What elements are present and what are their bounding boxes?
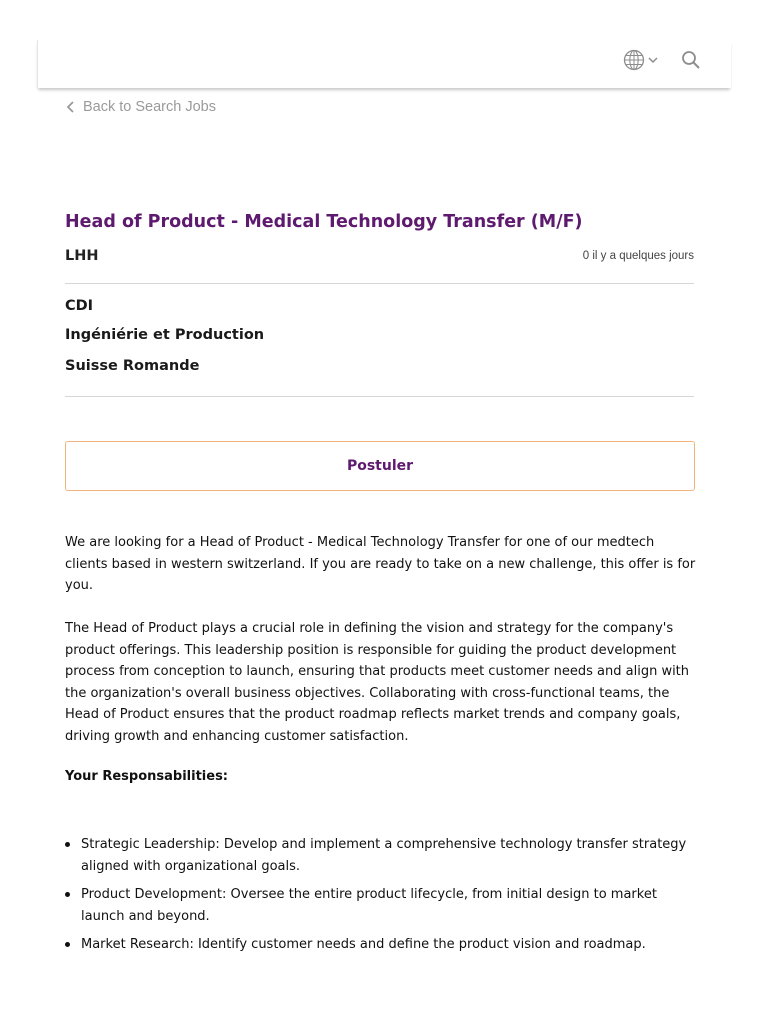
description-role: The Head of Product plays a crucial role in defining the vision and strategy for the company's product offerings. This leadership position is responsible for guiding the product development process from conception to launch, ensuring that products meet customer needs and align with the organization's overall business objectives. Collaborating with cross-functional teams, the Head of Product ensures that the product roadmap reflects market trends and company goals, driving growth and enhancing customer satisfaction. [65,621,690,744]
responsibilities-list [65,834,695,963]
chevron-down-icon [647,54,659,66]
chevron-left-icon [65,100,75,114]
globe-icon [623,49,645,71]
job-category: Ingéniérie et Production [65,327,265,343]
responsibilities-heading: Your Responsabilities: [65,769,229,784]
company-name: LHH [65,248,99,264]
back-link-label: Back to Search Jobs [83,99,216,115]
back-to-search-link[interactable] [65,99,216,115]
list-item: Strategic Leadership: Develop and implement a comprehensive technology transfer strategy aligned with organizational goals. [65,834,695,877]
job-location: Suisse Romande [65,358,200,374]
divider [65,283,694,284]
search-button[interactable] [681,50,703,72]
description-intro: We are looking for a Head of Product - Medical Technology Transfer for one of our medtech clients based in western switzerland. If you are ready to take on a new challenge, this offer is for you. [65,535,696,594]
list-item: Market Research: Identify customer needs and define the product vision and roadmap. [65,934,695,956]
language-selector[interactable] [623,48,663,72]
posted-date: 0 il y a quelques jours [582,250,694,262]
top-header-bar [37,40,731,88]
search-icon [681,50,701,70]
list-item: Product Development: Oversee the entire product lifecycle, from initial design to market launch and beyond. [65,884,695,927]
apply-button[interactable]: Postuler [65,441,695,491]
job-title: Head of Product - Medical Technology Transfer (M/F) [65,212,583,232]
divider [65,396,694,397]
contract-type: CDI [65,298,94,314]
